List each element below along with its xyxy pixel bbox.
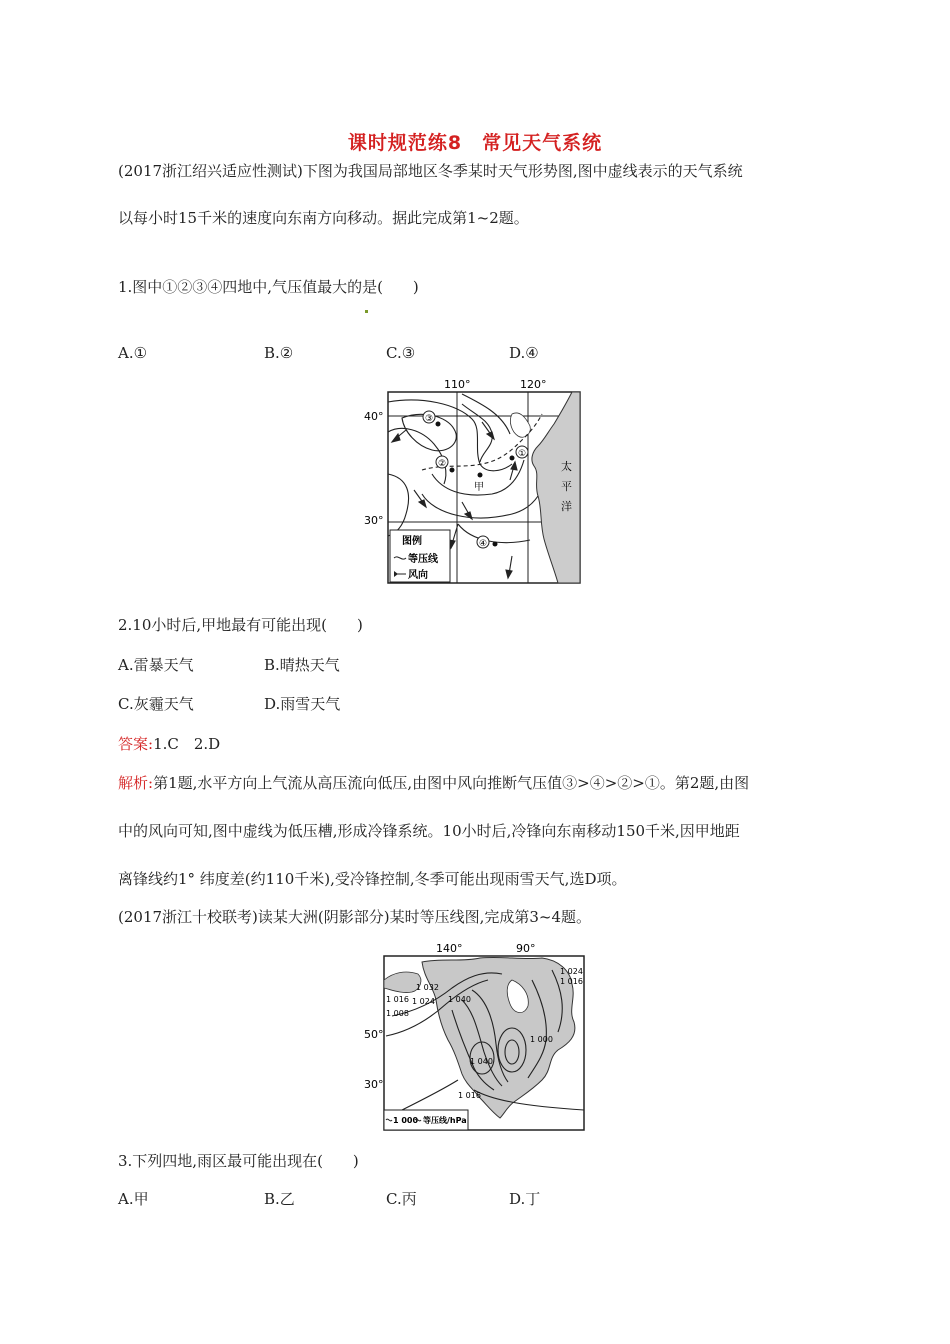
page-title: 课时规范练8 常见天气系统 <box>347 132 603 154</box>
question-2-option-a: A.雷暴天气 <box>118 656 194 674</box>
map2-isobar-label-1040-center: 1 040 <box>470 1057 493 1066</box>
question-1-option-c: C.③ <box>386 344 416 362</box>
ocean-char-2: 平 <box>561 480 572 493</box>
map2-lon-140: 140° <box>436 942 463 955</box>
ocean-char-1: 太 <box>561 460 572 473</box>
question-2-stem: 2.10小时后,甲地最有可能出现( ) <box>118 616 363 634</box>
map1-legend-wind: 风向 <box>408 570 428 581</box>
map1-legend-isobar: 等压线 <box>408 554 438 565</box>
analysis-text-1: 第1题,水平方向上气流从高压流向低压,由图中风向推断气压值③>④>②>①。第2题,由图 <box>153 774 750 792</box>
map2-isobar-label-1024-right: 1 024 <box>560 967 583 976</box>
weather-map-1 <box>362 374 587 588</box>
map1-point-3: ③ <box>425 414 434 424</box>
question-1-option-b: B.② <box>264 344 294 362</box>
map2-legend-value: 1 000 <box>393 1116 419 1125</box>
map2-isobar-label-1008: 1 008 <box>386 1009 409 1018</box>
map1-legend-title: 图例 <box>402 536 422 547</box>
question-1-option-d: D.④ <box>509 344 539 362</box>
map1-jia-label: 甲 <box>474 482 484 493</box>
answer-label: 答案: <box>118 735 154 753</box>
map2-isobar-label-1024-left: 1 024 <box>412 997 435 1006</box>
analysis-line-3: 离锋线约1° 纬度差(约110千米),受冷锋控制,冬季可能出现雨雪天气,选D项。 <box>118 870 627 888</box>
map2-isobar-label-1016-right: 1 016 <box>560 977 583 986</box>
map2-lat-50: 50° <box>364 1028 384 1041</box>
question-3-option-a: A.甲 <box>118 1190 149 1208</box>
question-3-option-c: C.丙 <box>386 1190 417 1208</box>
intro-line-2: 以每小时15千米的速度向东南方向移动。据此完成第1~2题。 <box>118 209 529 227</box>
map2-legend: 等压线/hPa <box>423 1116 467 1125</box>
intro-line-1: (2017浙江绍兴适应性测试)下图为我国局部地区冬季某时天气形势图,图中虚线表示的天气系统 <box>118 162 743 180</box>
map1-lat-30: 30° <box>364 514 384 527</box>
analysis-line-1 <box>118 772 749 794</box>
map2-isobar-label-1016-bottom: 1 016 <box>458 1091 481 1100</box>
map1-lon-120: 120° <box>520 378 547 391</box>
question-2-option-b: B.晴热天气 <box>264 656 340 674</box>
map2-isobar-label-1040: 1 040 <box>448 995 471 1004</box>
map1-lat-40: 40° <box>364 410 384 423</box>
analysis-label: 解析: <box>118 774 154 792</box>
answer-text: 1.C 2.D <box>153 735 221 753</box>
question-3-stem: 3.下列四地,雨区最可能出现在( ) <box>118 1152 359 1170</box>
map1-point-2: ② <box>438 459 447 469</box>
isobar-map-2 <box>362 940 587 1132</box>
question-1-stem: 1.图中①②③④四地中,气压值最大的是( ) <box>118 278 419 296</box>
intro-2: (2017浙江十校联考)读某大洲(阴影部分)某时等压线图,完成第3~4题。 <box>118 908 592 926</box>
analysis-line-2: 中的风向可知,图中虚线为低压槽,形成冷锋系统。10小时后,冷锋向东南移动150千米,因甲地距 <box>118 822 740 840</box>
question-1-option-a: A.① <box>118 344 148 362</box>
answer-line <box>118 733 220 755</box>
map2-lat-30: 30° <box>364 1078 384 1091</box>
map2-isobar-label-1032: 1 032 <box>416 983 439 992</box>
map2-isobar-label-1016-left: 1 016 <box>386 995 409 1004</box>
question-3-option-b: B.乙 <box>264 1190 295 1208</box>
map1-point-4: ④ <box>479 539 488 549</box>
ocean-char-3: 洋 <box>561 500 572 513</box>
question-3-option-d: D.丁 <box>509 1190 541 1208</box>
question-2-option-d: D.雨雪天气 <box>264 695 341 713</box>
map1-lon-110: 110° <box>444 378 471 391</box>
map1-point-1: ① <box>518 449 527 459</box>
map2-isobar-label-1000: 1 000 <box>530 1035 553 1044</box>
stray-dot <box>365 310 368 313</box>
question-2-option-c: C.灰霾天气 <box>118 695 194 713</box>
map2-lon-90: 90° <box>516 942 536 955</box>
